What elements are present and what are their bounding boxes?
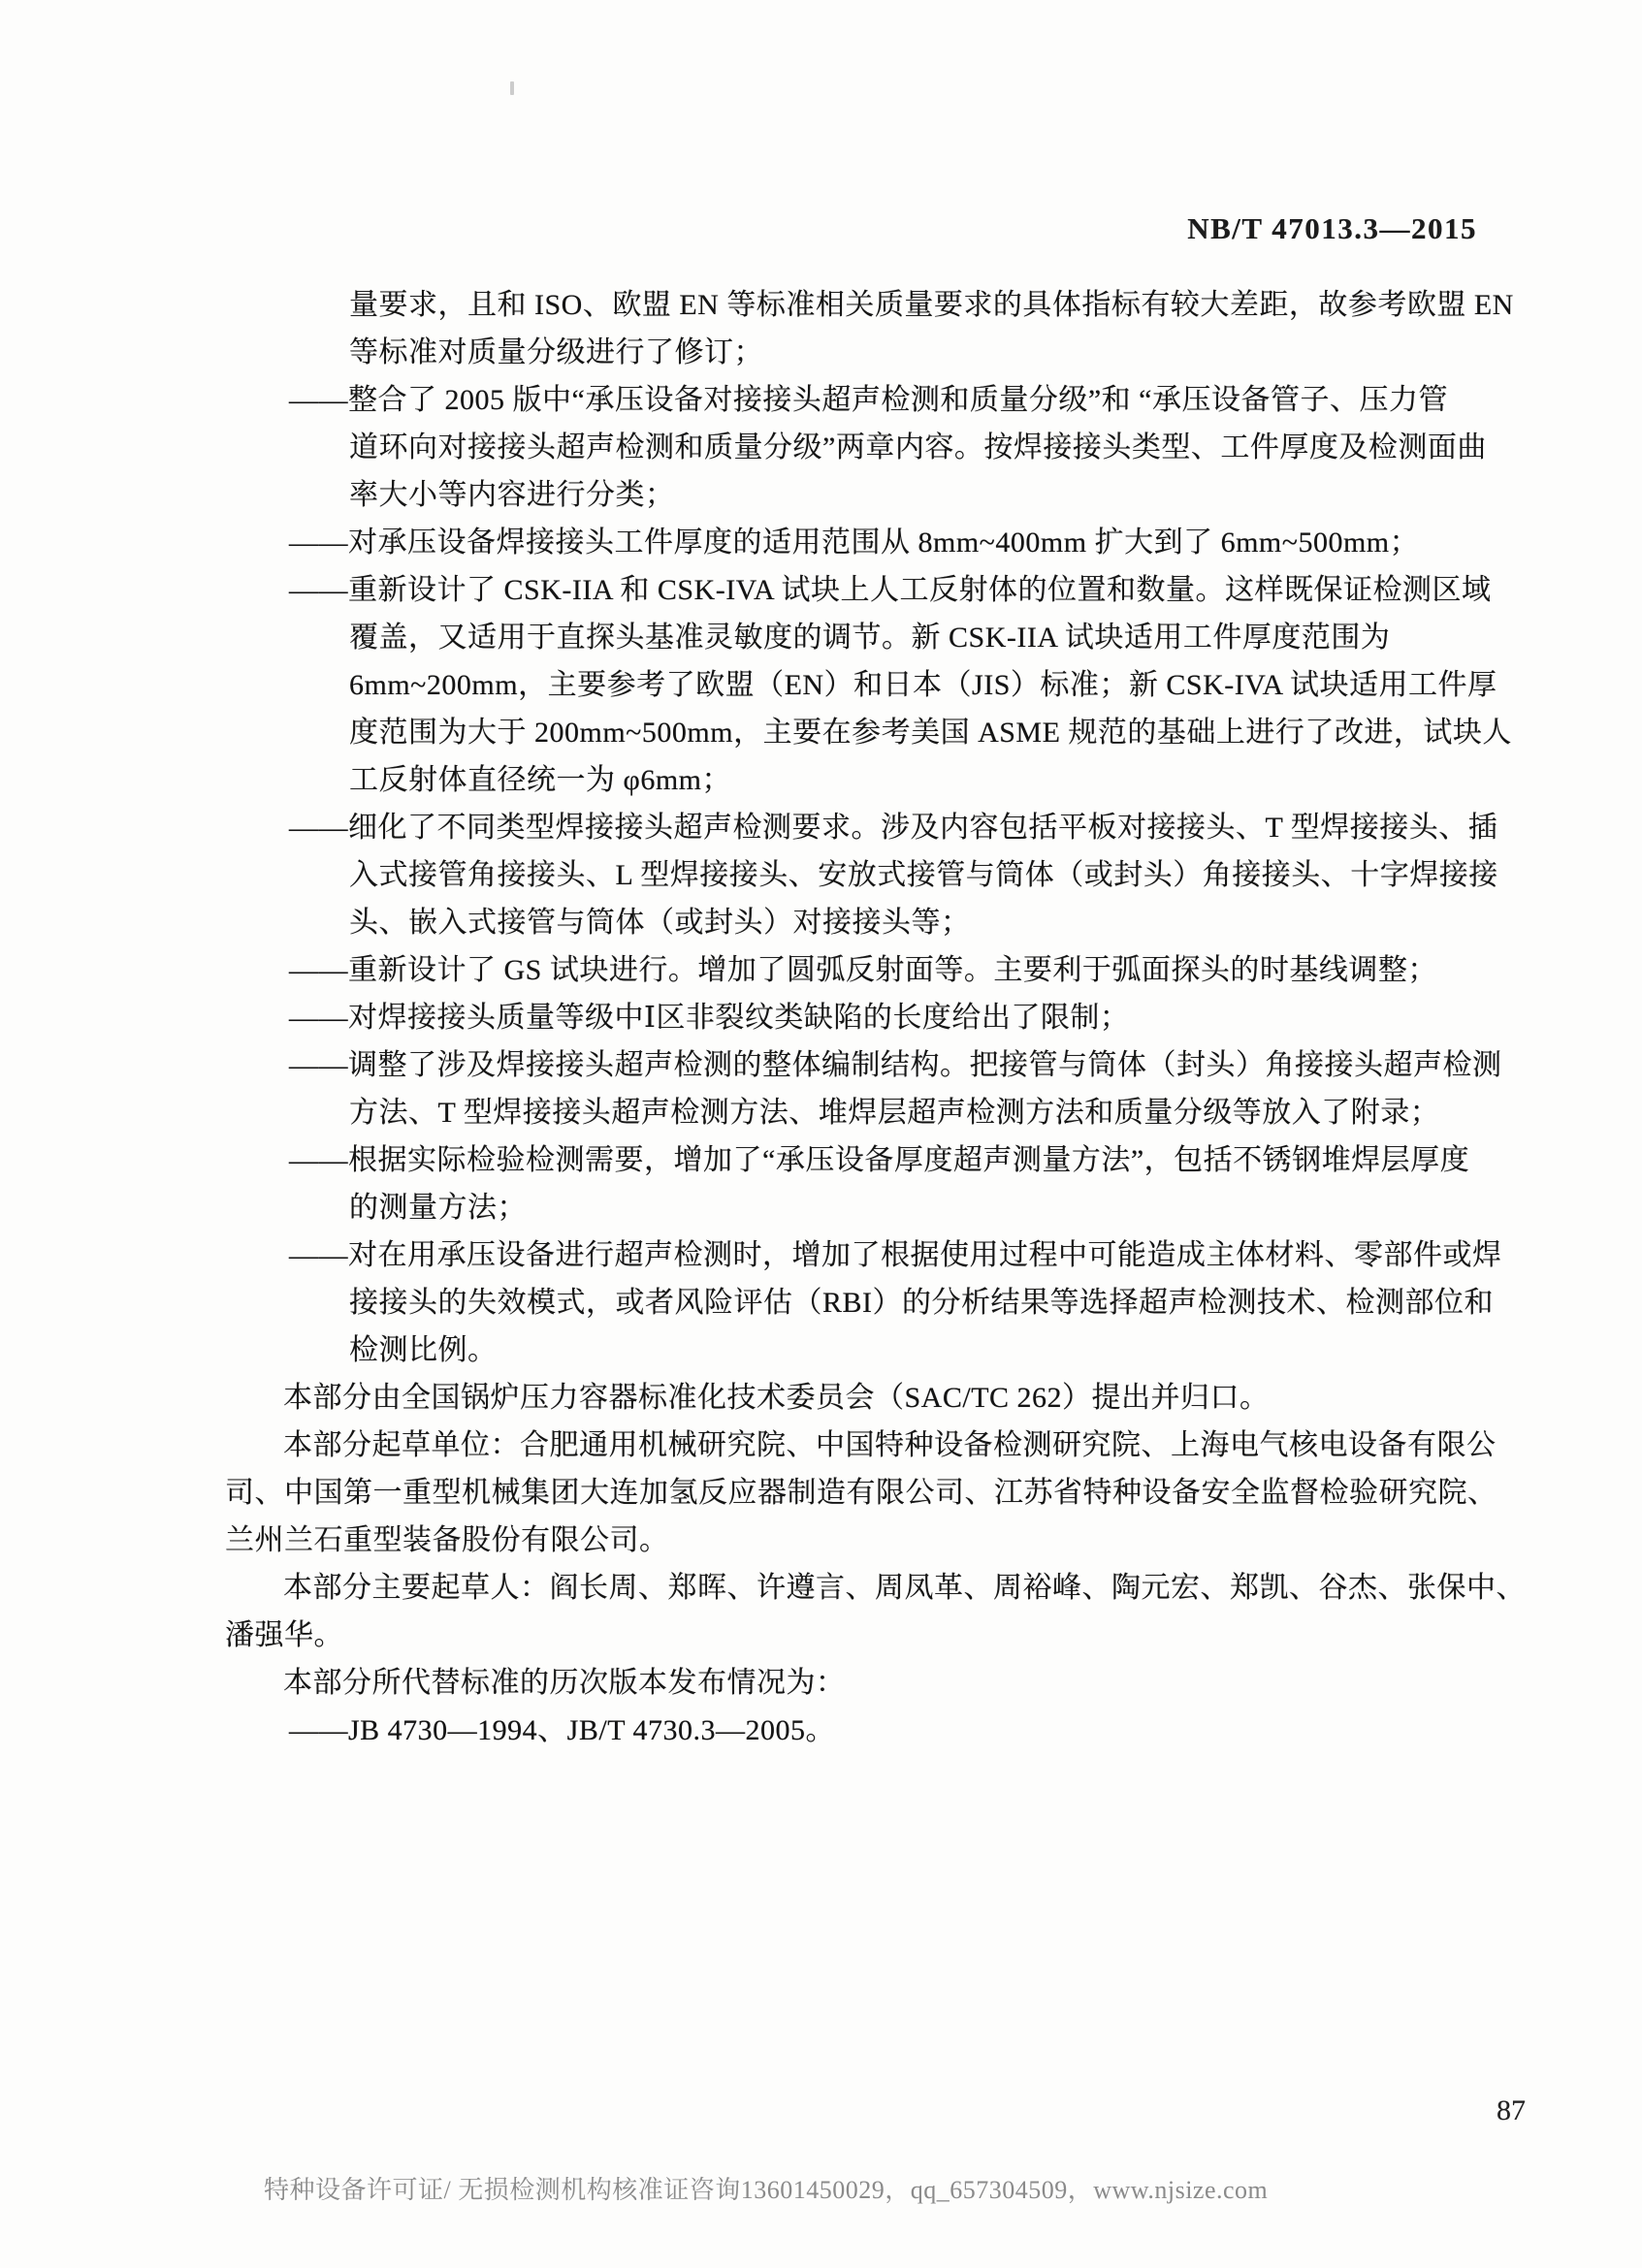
text-line: 覆盖，又适用于直探头基准灵敏度的调节。新 CSK-IIA 试块适用工件厚度范围为 bbox=[349, 622, 1391, 654]
text-line: 潘强华。 bbox=[225, 1619, 343, 1651]
text-line: 入式接管角接接头、L 型焊接接头、安放式接管与筒体（或封头）角接接头、十字焊接接 bbox=[349, 859, 1498, 891]
text-line: 方法、T 型焊接接头超声检测方法、堆焊层超声检测方法和质量分级等放入了附录； bbox=[349, 1097, 1440, 1129]
text-line: 本部分起草单位：合肥通用机械研究院、中国特种设备检测研究院、上海电气核电设备有限公 bbox=[283, 1429, 1497, 1461]
text-line: 道环向对接接头超声检测和质量分级”两章内容。按焊接接头类型、工件厚度及检测面曲 bbox=[349, 431, 1487, 463]
text-line: ——对承压设备焊接接头工件厚度的适用范围从 8mm~400mm 扩大到了 6mm~500mm； bbox=[289, 527, 1420, 559]
text-line: 度范围为大于 200mm~500mm，主要在参考美国 ASME 规范的基础上进行了改进，试块人 bbox=[349, 717, 1512, 749]
text-line: 工反射体直径统一为 φ6mm； bbox=[349, 764, 731, 796]
text-line: ——对焊接接头质量等级中Ⅰ区非裂纹类缺陷的长度给出了限制； bbox=[289, 1002, 1130, 1034]
text-line: 6mm~200mm，主要参考了欧盟（EN）和日本（JIS）标准；新 CSK-IVA 试块适用工件厚 bbox=[349, 669, 1497, 701]
standard-number-header: NB/T 47013.3—2015 bbox=[1187, 211, 1477, 245]
text-line: 接接头的失效模式，或者风险评估（RBI）的分析结果等选择超声检测技术、检测部位和 bbox=[349, 1287, 1495, 1319]
text-line: 本部分所代替标准的历次版本发布情况为： bbox=[283, 1667, 846, 1699]
text-line: 等标准对质量分级进行了修订； bbox=[349, 336, 763, 368]
text-line: 量要求，且和 ISO、欧盟 EN 等标准相关质量要求的具体指标有较大差距，故参考欧盟 EN bbox=[349, 289, 1514, 321]
document-body bbox=[225, 281, 1526, 1754]
footer-watermark: 特种设备许可证/ 无损检测机构核准证咨询13601450029，qq_657304509，www.njsize.com bbox=[264, 2176, 1269, 2204]
text-line: 率大小等内容进行分类； bbox=[349, 479, 675, 511]
page-number: 87 bbox=[1497, 2094, 1526, 2126]
scan-artifact-mark bbox=[510, 81, 514, 95]
text-line: ——细化了不同类型焊接接头超声检测要求。涉及内容包括平板对接接头、T 型焊接接头、插 bbox=[289, 812, 1498, 844]
text-line: ——调整了涉及焊接接头超声检测的整体编制结构。把接管与筒体（封头）角接接头超声检测 bbox=[289, 1049, 1502, 1081]
text-line: 的测量方法； bbox=[349, 1192, 527, 1224]
text-line: 头、嵌入式接管与筒体（或封头）对接接头等； bbox=[349, 907, 971, 939]
text-line: ——重新设计了 GS 试块进行。增加了圆弧反射面等。主要利于弧面探头的时基线调整； bbox=[289, 954, 1437, 986]
text-line: ——整合了 2005 版中“承压设备对接接头超声检测和质量分级”和 “承压设备管子、压力管 bbox=[289, 384, 1448, 416]
text-line: 检测比例。 bbox=[349, 1334, 498, 1366]
text-line: 兰州兰石重型装备股份有限公司。 bbox=[225, 1524, 669, 1556]
text-line: ——JB 4730—1994、JB/T 4730.3—2005。 bbox=[289, 1714, 835, 1746]
text-line: 司、中国第一重型机械集团大连加氢反应器制造有限公司、江苏省特种设备安全监督检验研究院、 bbox=[225, 1477, 1497, 1509]
text-line: ——重新设计了 CSK-IIA 和 CSK-IVA 试块上人工反射体的位置和数量。这样既保证检测区域 bbox=[289, 574, 1492, 606]
text-line: 本部分由全国锅炉压力容器标准化技术委员会（SAC/TC 262）提出并归口。 bbox=[283, 1382, 1270, 1414]
text-line: ——对在用承压设备进行超声检测时，增加了根据使用过程中可能造成主体材料、零部件或焊 bbox=[289, 1239, 1502, 1271]
text-line: ——根据实际检验检测需要，增加了“承压设备厚度超声测量方法”，包括不锈钢堆焊层厚度 bbox=[289, 1144, 1470, 1176]
text-line: 本部分主要起草人：阎长周、郑晖、许遵言、周凤革、周裕峰、陶元宏、郑凯、谷杰、张保中、 bbox=[283, 1572, 1526, 1604]
